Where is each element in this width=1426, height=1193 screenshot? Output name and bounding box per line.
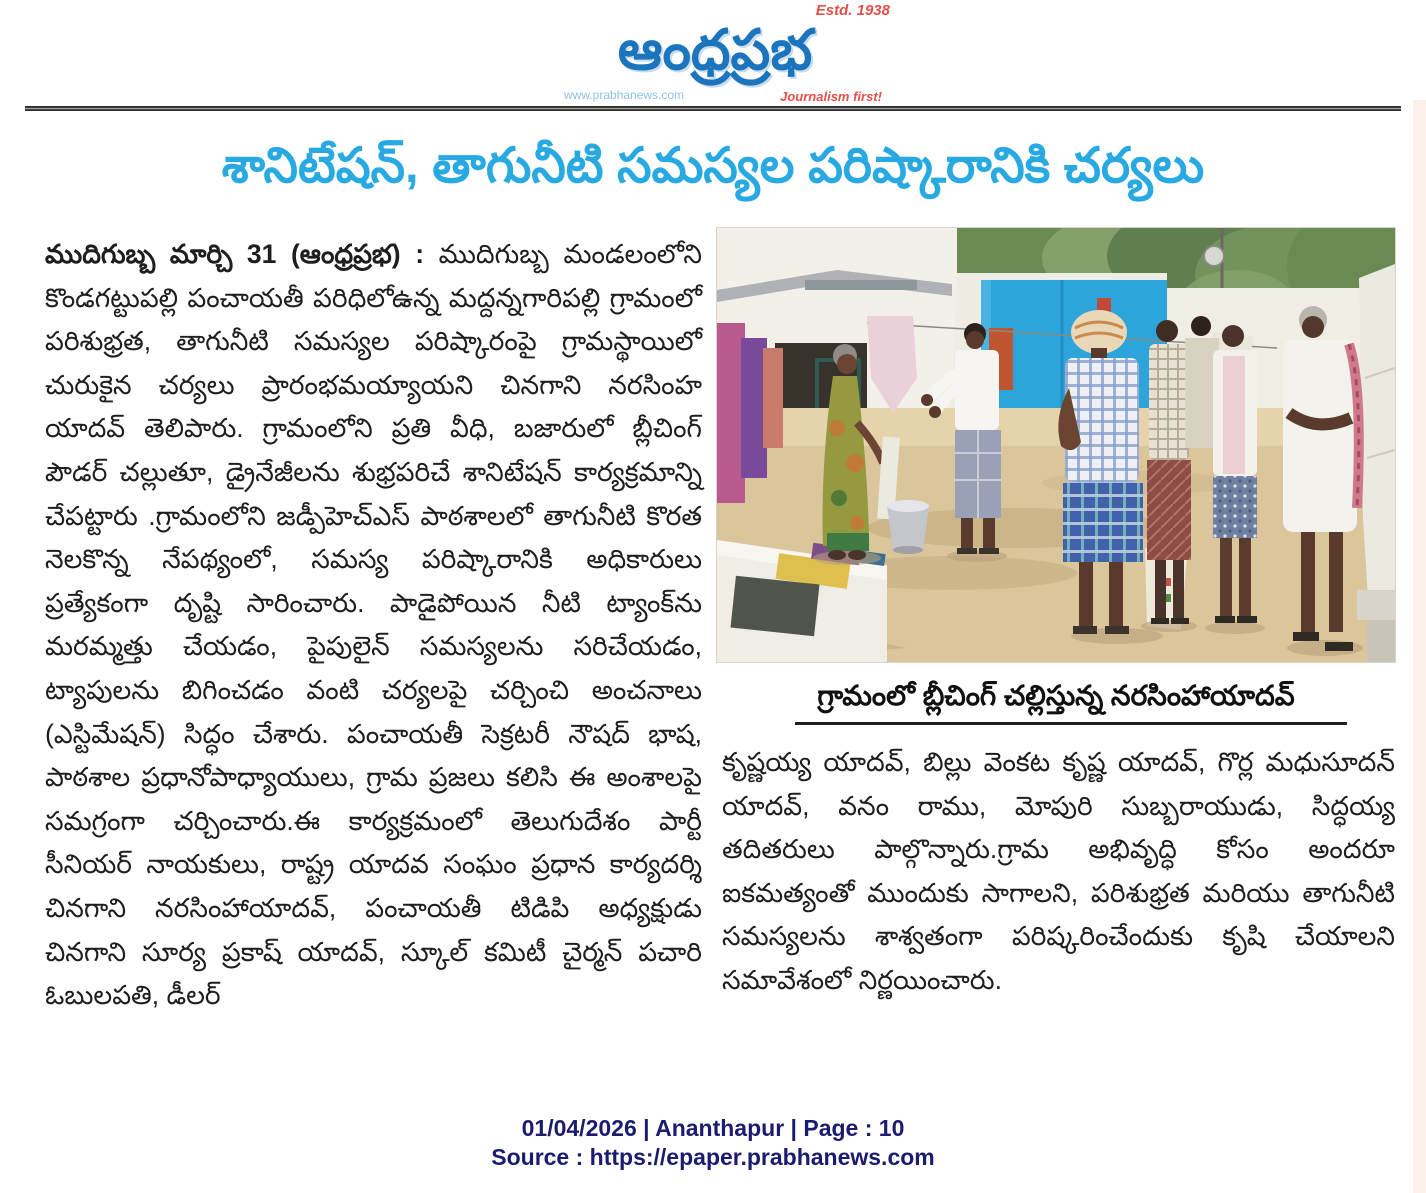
epaper-footer bbox=[0, 1114, 1426, 1172]
article-headline: శానిటేషన్, తాగునీటి సమస్యల పరిష్కారానికి చర్యలు bbox=[221, 139, 1205, 193]
dateline: ముదిగుబ్బ మార్చి 31 (ఆంధ్రప్రభ) : bbox=[45, 239, 439, 269]
masthead-divider bbox=[25, 106, 1401, 111]
footer-source-url: Source : https://epaper.prabhanews.com bbox=[491, 1144, 935, 1170]
footer-date-edition-page: 01/04/2026 | Ananthapur | Page : 10 bbox=[521, 1115, 905, 1141]
article-body-left: ముదిగుబ్బ మండలంలోని కొండగట్టుపల్లి పంచాయతీ పరిధిలోఉన్న మద్దన్నగారిపల్లి గ్రామంలో పరిశుభ్రత, తాగునీటి సమస్యల పరిష్కారంపై గ్రామస్థాయిలో చురుకైన చర్యలు ప్రారంభమయ్యాయని చినగాని నరసింహ యాదవ్ తెలిపారు. గ్రామంలోని ప్రతి వీధి, బజారులో బ్లీచింగ్ పౌడర్ చల్లుతూ, డ్రైనేజీలను శుభ్రపరిచే శానిటేషన్ కార్యక్రమాన్ని చేపట్టారు .గ్రామంలోని జడ్పీహెచ్ఎస్ పాఠశాలలో తాగునీటి కొరత నెలకొన్న నేపథ్యంలో, సమస్య పరిష్కారానికి అధికారులు ప్రత్యేకంగా దృష్టి సారించారు. పాడైపోయిన నీటి ట్యాంక్‌ను మరమ్మత్తు చేయడం, పైపులైన్ సమస్యలను సరిచేయడం, ట్యాపులను బిగించడం వంటి చర్యలపై చర్చించి అంచనాలు (ఎస్టిమేషన్) సిద్ధం చేశారు. పంచాయతీ సెక్రటరీ నౌషద్ భాష, పాఠశాల ప్రధానోపాధ్యాయులు, గ్రామ ప్రజలు కలిసి ఈ అంశాలపై సమగ్రంగా చర్చించారు.ఈ కార్యక్రమంలో తెలుగుదేశం పార్టీ సీనియర్ నాయకులు, రాష్ట్ర యాదవ సంఘం ప్రధాన కార్యదర్శి చినగాని నరసింహాయాదవ్, పంచాయతీ టిడిపి అధ్యక్షుడు చినగాని సూర్య ప్రకాష్ యాదవ్, స్కూల్ కమిటీ చైర్మన్ పచారి ఓబులపతి, డీలర్ bbox=[45, 239, 703, 1011]
metal-tub bbox=[887, 500, 929, 554]
estd-text: Estd. 1938 bbox=[815, 2, 890, 19]
caption-divider bbox=[795, 722, 1347, 725]
news-photo bbox=[717, 228, 1395, 662]
tagline-text: Journalism first! bbox=[780, 89, 882, 104]
scan-edge-tint bbox=[1413, 100, 1426, 1193]
article-right-column: కృష్ణయ్య యాదవ్, బిల్లు వెంకట కృష్ణ యాదవ్, గొర్ల మధుసూదన్ యాదవ్, వనం రాము, మోపురి సుబ్బరాయుడు, సిద్ధయ్య తదితరులు పాల్గొన్నారు.గ్రామ అభివృద్ధి కోసం అందరూ ఐకమత్యంతో ముందుకు సాగాలని, పరిశుభ్రత మరియు తాగునీటి సమస్యలను శాశ్వతంగా పరిష్కరించేందుకు కృషి చేయాలని సమావేశంలో నిర్ణయించారు. bbox=[722, 747, 1395, 995]
photo-caption: గ్రామంలో బ్లీచింగ్ చల్లిస్తున్న నరసింహాయాదవ్ bbox=[817, 680, 1295, 711]
masthead bbox=[540, 2, 890, 104]
village-scene-illustration bbox=[717, 228, 1395, 662]
andhraprabha-logo: ఆంధ్రప్రభ bbox=[617, 18, 813, 81]
website-text: www.prabhanews.com bbox=[564, 88, 685, 102]
article-left-column bbox=[45, 233, 702, 1018]
